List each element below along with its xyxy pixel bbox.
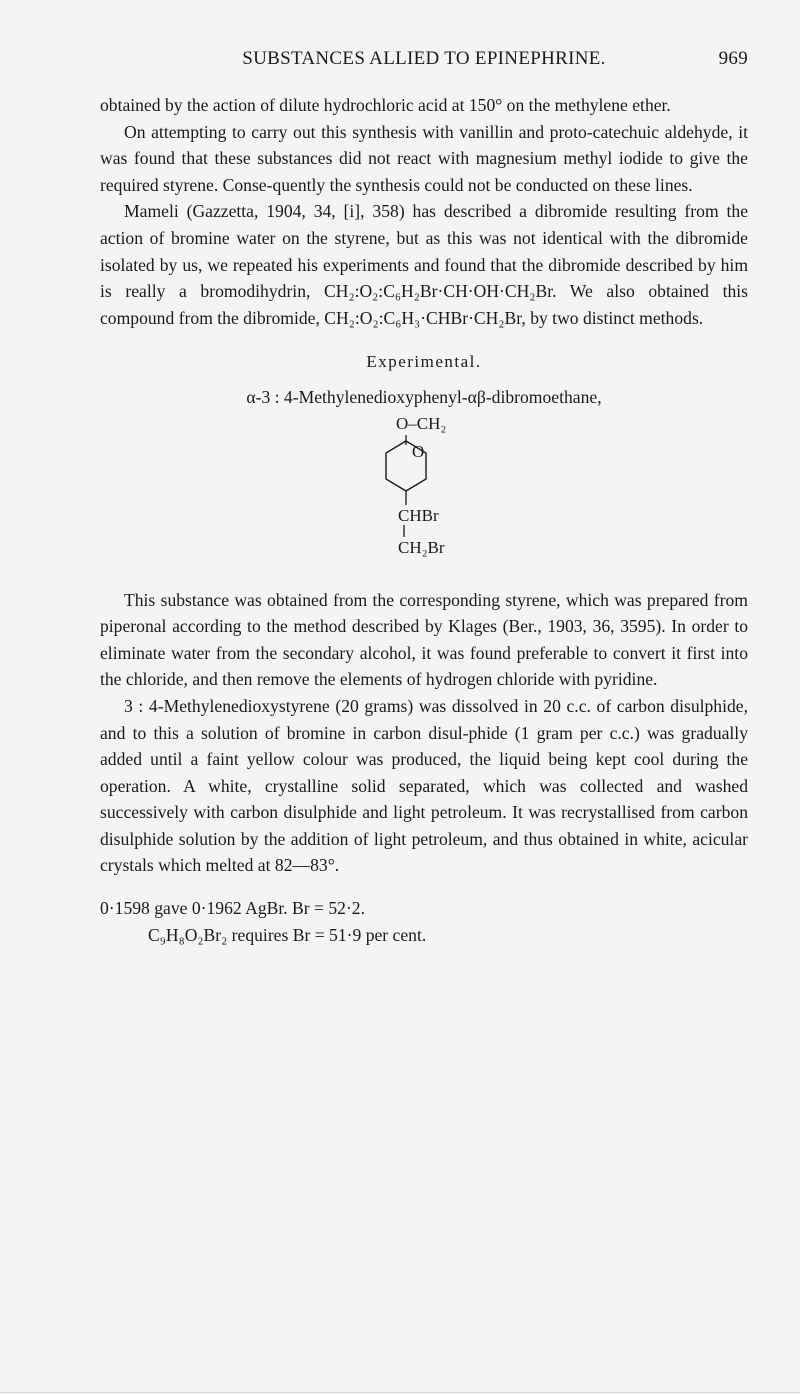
- section-heading: Experimental.: [366, 352, 482, 372]
- running-title: SUBSTANCES ALLIED TO EPINEPHRINE.: [242, 48, 606, 69]
- structure-label-chbr: CHBr: [398, 505, 439, 525]
- compound-title: α-3 : 4-Methylenedioxyphenyl-αβ-dibromoethane,: [246, 386, 602, 407]
- paragraph: On attempting to carry out this synthesis with vanillin and proto-catechuic aldehyde, it was found that these substances did not react with magnesium methyl iodide to give the required styrene. Conse-quently the synthesis could not be conducted on these lines.: [100, 121, 748, 195]
- page-number: 969: [718, 48, 748, 69]
- structure-label-o: O: [412, 441, 425, 461]
- paragraph: 3 : 4-Methylenedioxystyrene (20 grams) was dissolved in 20 c.c. of carbon disulphide, and to this a solution of bromine in carbon disul-phide (1 gram per c.c.) was gradually added until a faint yellow colour was produced, the liquid being kept cool during the operation. A white, crystalline solid separated, which was collected and washed successively with carbon disulphide and light petroleum. It was recrystallised from carbon disulphide solution by the addition of light petroleum, and thus obtained in white, acicular crystals which melted at 82—83°.: [100, 695, 748, 876]
- structural-formula: [334, 413, 514, 573]
- analysis-requirement: C₉H₈O₂Br₂ requires Br = 51·9 per cent.: [148, 924, 427, 945]
- page-edge-rule: [0, 1392, 800, 1393]
- paragraph: obtained by the action of dilute hydrochloric acid at 150° on the methylene ether.: [100, 95, 671, 115]
- structure-label-ch2br: CH₂Br: [398, 537, 445, 557]
- page-header: [100, 48, 748, 70]
- paragraph: Mameli (Gazzetta, 1904, 34, [i], 358) has described a dibromide resulting from the action of bromine water on the styrene, but as this was not identical with the dibromide isolated by us, we repeated his experiments and found that the dibromide described by him is really a bromodihydrin, CH₂:O₂:C₆H₂Br·CH·OH·CH₂Br. We also obtained this compound from the dibromide, CH₂:O₂:C₆H₃·CHBr·CH₂Br, by two distinct methods.: [100, 201, 748, 328]
- structure-label-o-ch2: O–CH₂: [396, 413, 447, 433]
- article-body: [100, 92, 748, 948]
- analysis-result: 0·1598 gave 0·1962 AgBr. Br = 52·2.: [100, 898, 366, 919]
- paragraph: This substance was obtained from the corresponding styrene, which was prepared from piperonal according to the method described by Klages (Ber., 1903, 36, 3595). In order to eliminate water from the secondary alcohol, it was found preferable to convert it first into the chloride, and then remove the elements of hydrogen chloride with pyridine.: [100, 589, 748, 690]
